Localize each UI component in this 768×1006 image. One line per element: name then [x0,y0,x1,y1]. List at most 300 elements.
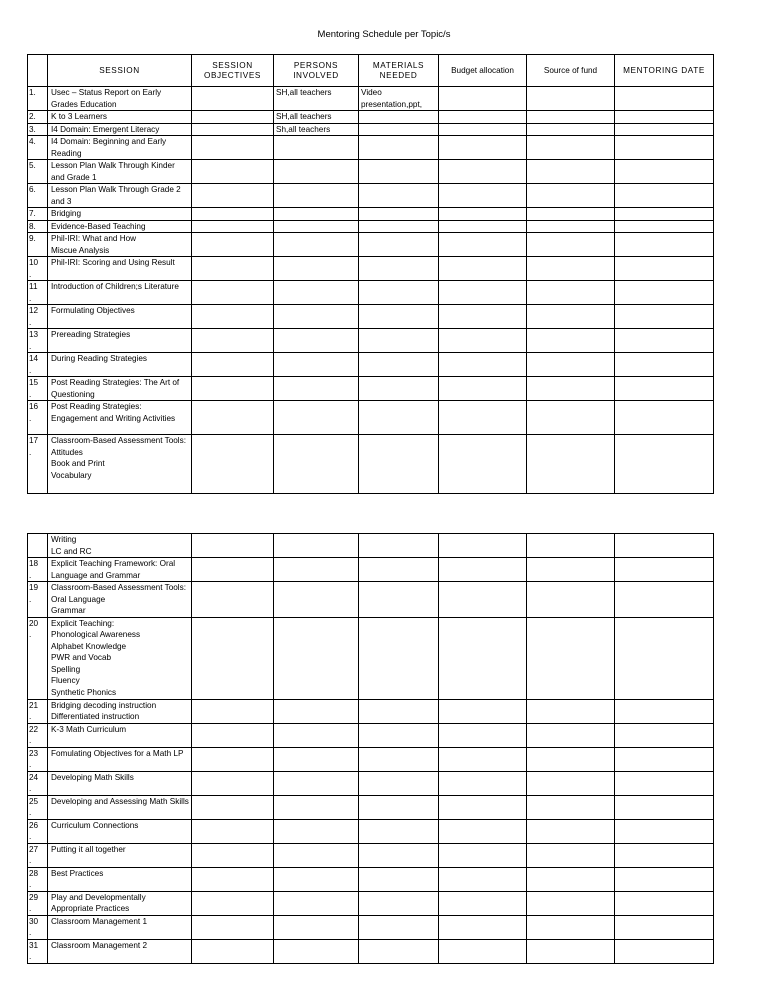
table-row [28,136,714,160]
table-row [28,819,714,843]
session-title: Post Reading Strategies: The Art of Questioning [48,377,192,401]
mentoring-date-cell [615,136,714,160]
session-objectives-cell [192,795,274,819]
source-of-fund-cell [527,435,615,494]
session-objectives-cell [192,435,274,494]
session-title: Prereading Strategies [48,329,192,353]
session-number: 3. [28,123,48,136]
source-of-fund-cell [527,699,615,723]
session-objectives-cell [192,558,274,582]
mentoring-date-cell [615,123,714,136]
table-row [28,771,714,795]
session-number: 28 . [28,867,48,891]
session-title: Developing and Assessing Math Skills [48,795,192,819]
session-number: 8. [28,220,48,233]
session-objectives-cell [192,819,274,843]
session-objectives-cell [192,534,274,558]
budget-allocation-cell [439,534,527,558]
source-of-fund-cell [527,87,615,111]
session-objectives-cell [192,111,274,124]
session-number: 31 . [28,939,48,963]
budget-allocation-cell [439,867,527,891]
budget-allocation-cell [439,160,527,184]
materials-needed-cell [359,305,439,329]
session-number [28,534,48,558]
mentoring-date-cell [615,353,714,377]
budget-allocation-cell [439,617,527,699]
mentoring-date-cell [615,939,714,963]
persons-involved-cell [274,401,359,435]
session-title: Introduction of Children;s Literature [48,281,192,305]
source-of-fund-cell [527,401,615,435]
source-of-fund-cell [527,111,615,124]
materials-needed-cell [359,208,439,221]
session-number: 27 . [28,843,48,867]
table-row [28,305,714,329]
table-row [28,582,714,618]
source-of-fund-cell [527,771,615,795]
mentoring-date-cell [615,747,714,771]
table-row [28,281,714,305]
materials-needed-cell [359,111,439,124]
budget-allocation-cell [439,329,527,353]
session-title: Bridging [48,208,192,221]
header-date: MENTORING DATE [615,55,714,87]
mentoring-date-cell [615,435,714,494]
persons-involved-cell [274,819,359,843]
materials-needed-cell [359,771,439,795]
source-of-fund-cell [527,353,615,377]
session-number: 22 . [28,723,48,747]
session-number: 2. [28,111,48,124]
source-of-fund-cell [527,617,615,699]
persons-involved-cell [274,208,359,221]
materials-needed-cell [359,617,439,699]
budget-allocation-cell [439,281,527,305]
budget-allocation-cell [439,747,527,771]
table-row [28,795,714,819]
header-objectives: SESSION OBJECTIVES [192,55,274,87]
materials-needed-cell [359,329,439,353]
session-title: Explicit Teaching: Phonological Awareness Alphabet Knowledge PWR and Vocab Spelling Fluency Synthetic Phonics [48,617,192,699]
table-header-row [28,55,714,87]
persons-involved-cell [274,257,359,281]
persons-involved-cell [274,160,359,184]
materials-needed-cell [359,377,439,401]
session-number: 11 . [28,281,48,305]
mentoring-date-cell [615,867,714,891]
materials-needed-cell: Video presentation,ppt, [359,87,439,111]
session-objectives-cell [192,233,274,257]
budget-allocation-cell [439,699,527,723]
session-objectives-cell [192,136,274,160]
budget-allocation-cell [439,233,527,257]
budget-allocation-cell [439,305,527,329]
source-of-fund-cell [527,329,615,353]
session-objectives-cell [192,582,274,618]
mentoring-date-cell [615,233,714,257]
mentoring-date-cell [615,208,714,221]
session-title: K-3 Math Curriculum [48,723,192,747]
persons-involved-cell [274,723,359,747]
budget-allocation-cell [439,891,527,915]
session-title: Fomulating Objectives for a Math LP [48,747,192,771]
persons-involved-cell [274,377,359,401]
session-objectives-cell [192,843,274,867]
header-num [28,55,48,87]
session-title: K to 3 Learners [48,111,192,124]
mentoring-date-cell [615,281,714,305]
session-number: 9. [28,233,48,257]
source-of-fund-cell [527,819,615,843]
mentoring-date-cell [615,558,714,582]
persons-involved-cell [274,353,359,377]
session-objectives-cell [192,220,274,233]
session-objectives-cell [192,160,274,184]
budget-allocation-cell [439,582,527,618]
session-objectives-cell [192,771,274,795]
persons-involved-cell [274,136,359,160]
table-row [28,257,714,281]
session-title: Phil-IRI: Scoring and Using Result [48,257,192,281]
table-row [28,401,714,435]
source-of-fund-cell [527,558,615,582]
source-of-fund-cell [527,160,615,184]
session-objectives-cell [192,353,274,377]
materials-needed-cell [359,281,439,305]
materials-needed-cell [359,401,439,435]
source-of-fund-cell [527,281,615,305]
materials-needed-cell [359,795,439,819]
table-row [28,111,714,124]
session-title: Explicit Teaching Framework: Oral Language and Grammar [48,558,192,582]
session-objectives-cell [192,747,274,771]
session-title: I4 Domain: Emergent Literacy [48,123,192,136]
mentoring-date-cell [615,915,714,939]
budget-allocation-cell [439,136,527,160]
persons-involved-cell [274,582,359,618]
mentoring-date-cell [615,723,714,747]
table-row [28,915,714,939]
mentoring-date-cell [615,843,714,867]
table-row [28,867,714,891]
budget-allocation-cell [439,401,527,435]
budget-allocation-cell [439,123,527,136]
session-number: 7. [28,208,48,221]
table-row [28,123,714,136]
source-of-fund-cell [527,184,615,208]
table-row [28,843,714,867]
persons-involved-cell [274,617,359,699]
session-objectives-cell [192,208,274,221]
session-title: Lesson Plan Walk Through Grade 2 and 3 [48,184,192,208]
mentoring-date-cell [615,401,714,435]
budget-allocation-cell [439,87,527,111]
session-number: 17 . [28,435,48,494]
mentoring-date-cell [615,220,714,233]
source-of-fund-cell [527,257,615,281]
budget-allocation-cell [439,558,527,582]
session-objectives-cell [192,184,274,208]
session-number: 25 . [28,795,48,819]
session-title: Usec – Status Report on Early Grades Education [48,87,192,111]
session-title: Writing LC and RC [48,534,192,558]
persons-involved-cell [274,699,359,723]
session-title: Formulating Objectives [48,305,192,329]
schedule-table-part-2 [27,533,714,964]
materials-needed-cell [359,747,439,771]
session-title: Putting it all together [48,843,192,867]
materials-needed-cell [359,723,439,747]
budget-allocation-cell [439,819,527,843]
materials-needed-cell [359,867,439,891]
mentoring-date-cell [615,377,714,401]
budget-allocation-cell [439,377,527,401]
header-fund: Source of fund [527,55,615,87]
persons-involved-cell [274,891,359,915]
session-number: 10 . [28,257,48,281]
budget-allocation-cell [439,843,527,867]
session-title: Curriculum Connections [48,819,192,843]
persons-involved-cell: Sh,all teachers [274,123,359,136]
mentoring-date-cell [615,111,714,124]
source-of-fund-cell [527,208,615,221]
session-objectives-cell [192,123,274,136]
session-number: 26 . [28,819,48,843]
header-budget: Budget allocation [439,55,527,87]
session-number: 13 . [28,329,48,353]
session-title: Classroom-Based Assessment Tools: Attitudes Book and Print Vocabulary [48,435,192,494]
table-row [28,558,714,582]
mentoring-date-cell [615,257,714,281]
persons-involved-cell [274,534,359,558]
source-of-fund-cell [527,843,615,867]
persons-involved-cell [274,435,359,494]
session-number: 29 . [28,891,48,915]
session-objectives-cell [192,939,274,963]
materials-needed-cell [359,699,439,723]
budget-allocation-cell [439,111,527,124]
source-of-fund-cell [527,220,615,233]
source-of-fund-cell [527,136,615,160]
table-row [28,220,714,233]
table-row [28,208,714,221]
table-row [28,329,714,353]
session-objectives-cell [192,867,274,891]
session-title: Classroom Management 2 [48,939,192,963]
budget-allocation-cell [439,915,527,939]
session-number: 21 . [28,699,48,723]
materials-needed-cell [359,435,439,494]
session-number: 1. [28,87,48,111]
session-number: 19 . [28,582,48,618]
session-number: 5. [28,160,48,184]
session-title: Phil-IRI: What and How Miscue Analysis [48,233,192,257]
persons-involved-cell [274,867,359,891]
source-of-fund-cell [527,534,615,558]
source-of-fund-cell [527,377,615,401]
session-objectives-cell [192,915,274,939]
page-title: Mentoring Schedule per Topic/s [317,29,451,40]
materials-needed-cell [359,843,439,867]
table-row [28,184,714,208]
session-objectives-cell [192,87,274,111]
persons-involved-cell [274,220,359,233]
mentoring-date-cell [615,329,714,353]
table-row [28,534,714,558]
persons-involved-cell [274,305,359,329]
persons-involved-cell [274,939,359,963]
table-row [28,617,714,699]
session-title: Classroom Management 1 [48,915,192,939]
materials-needed-cell [359,220,439,233]
session-number: 23 . [28,747,48,771]
table-row [28,699,714,723]
materials-needed-cell [359,123,439,136]
session-number: 30 . [28,915,48,939]
source-of-fund-cell [527,915,615,939]
persons-involved-cell: SH,all teachers [274,111,359,124]
source-of-fund-cell [527,867,615,891]
session-number: 12 . [28,305,48,329]
header-session: SESSION [48,55,192,87]
header-persons: PERSONS INVOLVED [274,55,359,87]
mentoring-date-cell [615,582,714,618]
materials-needed-cell [359,915,439,939]
persons-involved-cell [274,843,359,867]
session-number: 14 . [28,353,48,377]
persons-involved-cell [274,771,359,795]
session-title: Best Practices [48,867,192,891]
session-title: Evidence-Based Teaching [48,220,192,233]
budget-allocation-cell [439,795,527,819]
table-row [28,87,714,111]
session-objectives-cell [192,401,274,435]
budget-allocation-cell [439,353,527,377]
materials-needed-cell [359,257,439,281]
persons-involved-cell [274,558,359,582]
materials-needed-cell [359,353,439,377]
table-row [28,939,714,963]
mentoring-date-cell [615,795,714,819]
persons-involved-cell [274,329,359,353]
table-row [28,233,714,257]
source-of-fund-cell [527,939,615,963]
session-title: Bridging decoding instruction Differentiated instruction [48,699,192,723]
budget-allocation-cell [439,184,527,208]
budget-allocation-cell [439,257,527,281]
table-row [28,747,714,771]
persons-involved-cell [274,915,359,939]
mentoring-date-cell [615,534,714,558]
session-objectives-cell [192,377,274,401]
source-of-fund-cell [527,582,615,618]
table-row [28,353,714,377]
materials-needed-cell [359,136,439,160]
budget-allocation-cell [439,208,527,221]
mentoring-date-cell [615,819,714,843]
materials-needed-cell [359,233,439,257]
session-number: 16 . [28,401,48,435]
header-materials: MATERIALS NEEDED [359,55,439,87]
persons-involved-cell [274,233,359,257]
materials-needed-cell [359,534,439,558]
session-title: Developing Math Skills [48,771,192,795]
source-of-fund-cell [527,891,615,915]
persons-involved-cell [274,281,359,305]
session-title: I4 Domain: Beginning and Early Reading [48,136,192,160]
mentoring-date-cell [615,87,714,111]
budget-allocation-cell [439,939,527,963]
mentoring-date-cell [615,771,714,795]
materials-needed-cell [359,582,439,618]
materials-needed-cell [359,160,439,184]
mentoring-date-cell [615,305,714,329]
table-row [28,160,714,184]
persons-involved-cell [274,184,359,208]
session-objectives-cell [192,699,274,723]
session-title: Classroom-Based Assessment Tools: Oral Language Grammar [48,582,192,618]
budget-allocation-cell [439,771,527,795]
mentoring-date-cell [615,160,714,184]
session-number: 24 . [28,771,48,795]
session-objectives-cell [192,257,274,281]
session-objectives-cell [192,305,274,329]
source-of-fund-cell [527,795,615,819]
materials-needed-cell [359,819,439,843]
session-number: 6. [28,184,48,208]
persons-involved-cell [274,747,359,771]
source-of-fund-cell [527,305,615,329]
session-objectives-cell [192,281,274,305]
session-objectives-cell [192,891,274,915]
session-objectives-cell [192,329,274,353]
materials-needed-cell [359,558,439,582]
session-title: Lesson Plan Walk Through Kinder and Grade 1 [48,160,192,184]
mentoring-date-cell [615,617,714,699]
materials-needed-cell [359,891,439,915]
budget-allocation-cell [439,435,527,494]
schedule-table-part-1 [27,54,714,494]
session-objectives-cell [192,617,274,699]
source-of-fund-cell [527,747,615,771]
budget-allocation-cell [439,220,527,233]
session-objectives-cell [192,723,274,747]
session-title: Play and Developmentally Appropriate Practices [48,891,192,915]
materials-needed-cell [359,184,439,208]
mentoring-date-cell [615,184,714,208]
session-number: 18 . [28,558,48,582]
session-number: 15 . [28,377,48,401]
table-row [28,723,714,747]
source-of-fund-cell [527,723,615,747]
mentoring-date-cell [615,891,714,915]
table-row [28,435,714,494]
source-of-fund-cell [527,123,615,136]
budget-allocation-cell [439,723,527,747]
persons-involved-cell [274,795,359,819]
mentoring-date-cell [615,699,714,723]
persons-involved-cell: SH,all teachers [274,87,359,111]
table-row [28,891,714,915]
session-number: 20 . [28,617,48,699]
materials-needed-cell [359,939,439,963]
session-title: Post Reading Strategies: Engagement and Writing Activities [48,401,192,435]
source-of-fund-cell [527,233,615,257]
session-number: 4. [28,136,48,160]
session-title: During Reading Strategies [48,353,192,377]
table-row [28,377,714,401]
